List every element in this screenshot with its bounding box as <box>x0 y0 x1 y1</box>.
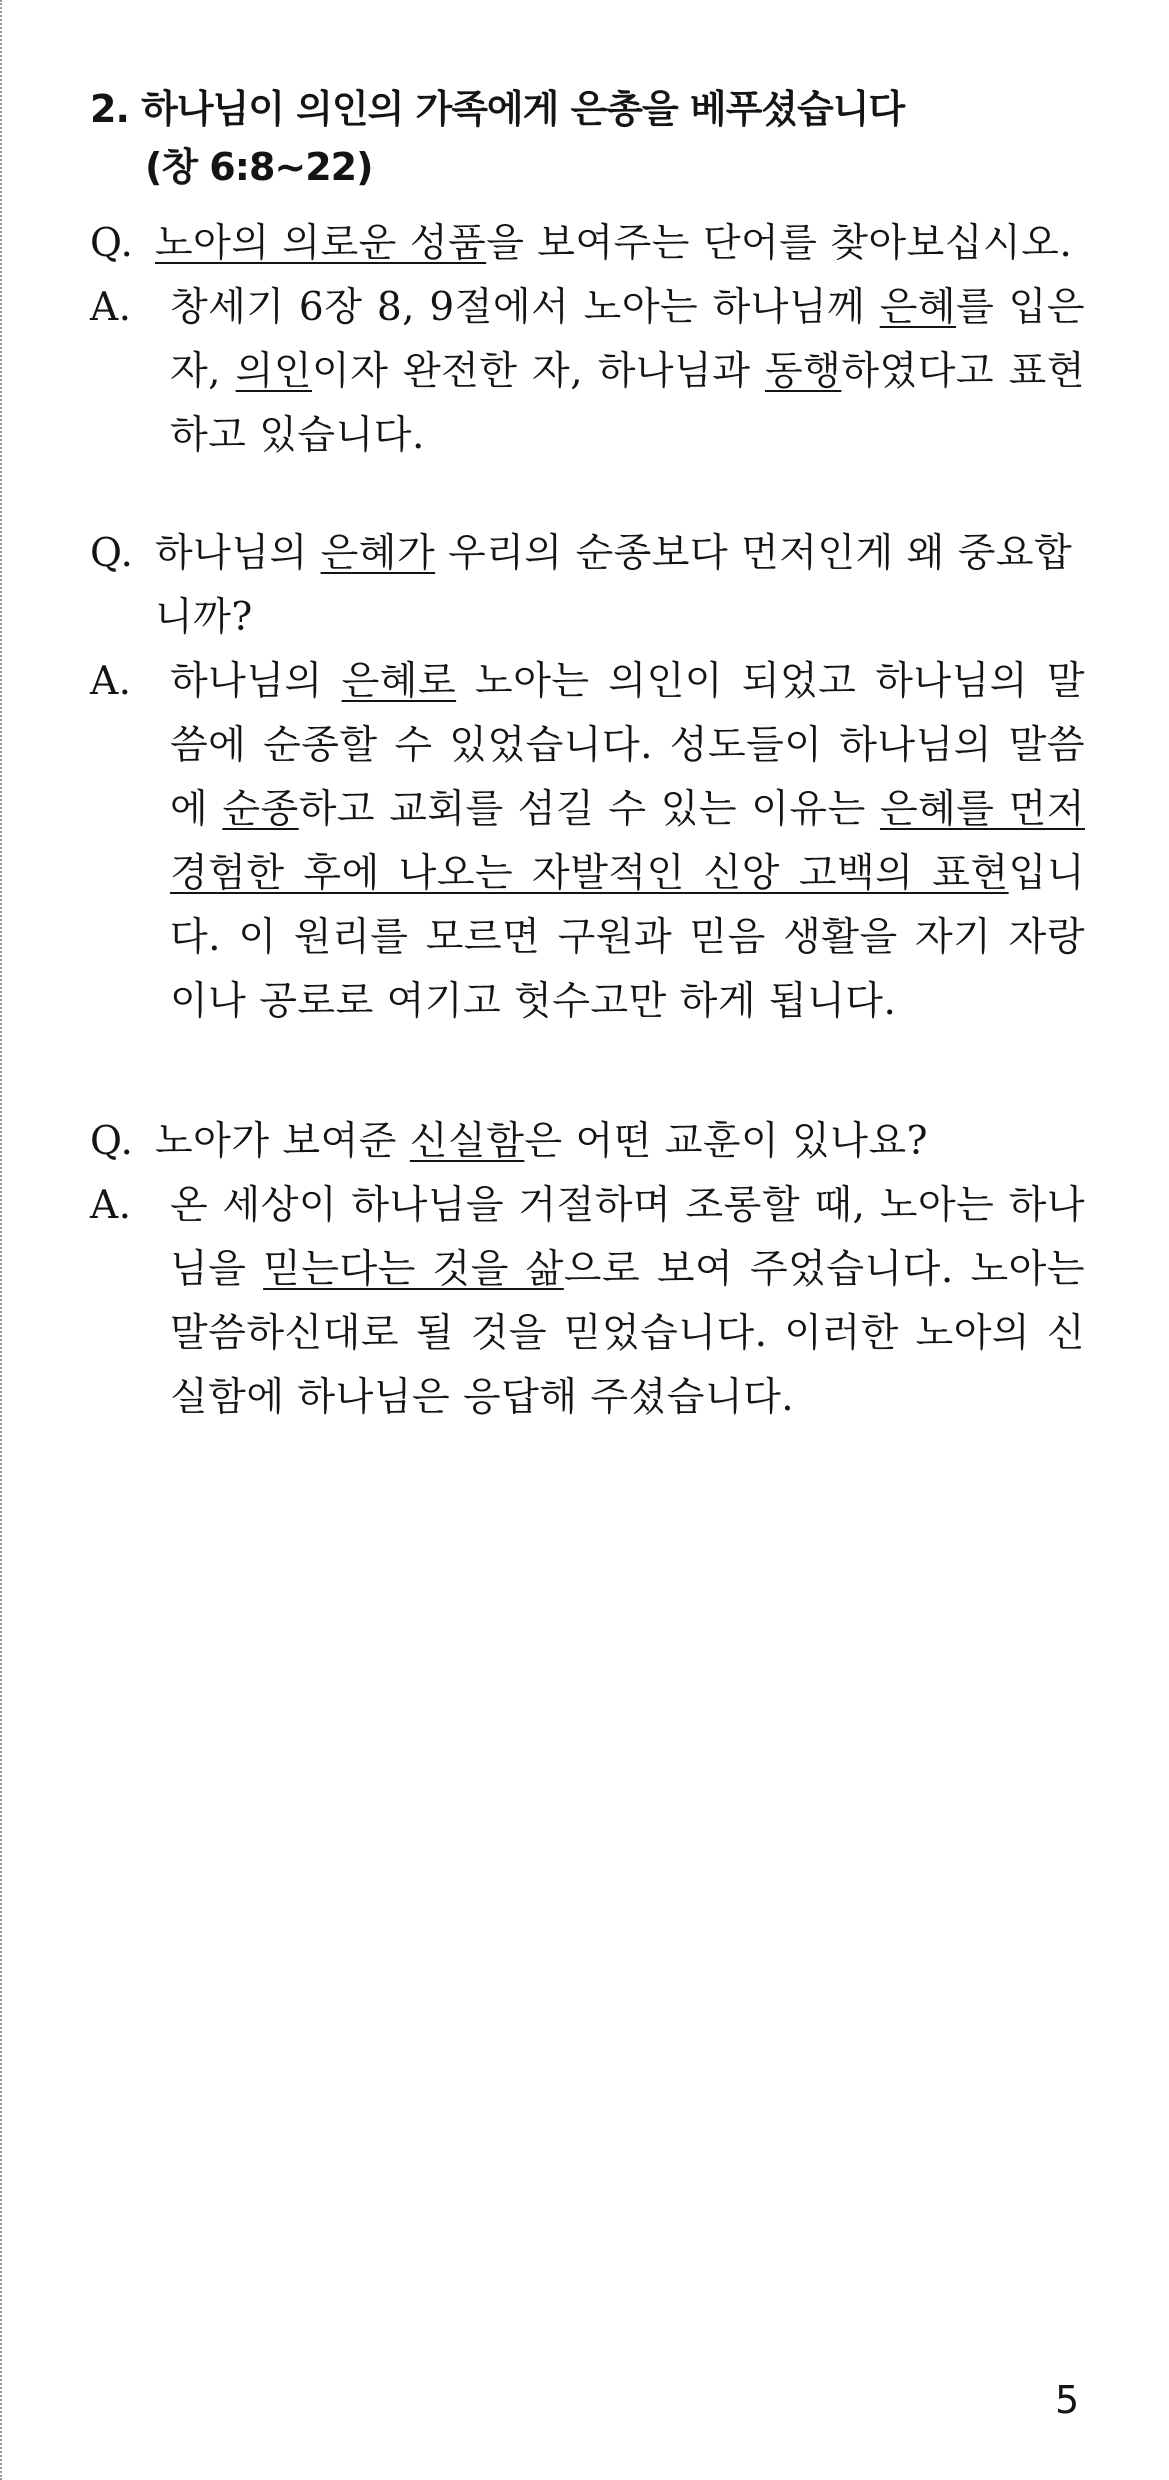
answer-label: A. <box>90 1183 132 1228</box>
answer-text: 노아는 의인이 되었고 하나님의 말씀에 순종할 수 있었습니다. 성도들이 하나님의 말씀에 <box>170 659 1086 832</box>
qa-block-3 <box>90 1110 1085 1430</box>
answer-text: 입니다. 이 원리를 모르면 구원과 믿음 생활을 자기 자랑이나 공로로 여기고 헛수고만 하게 됩니다. <box>170 851 1085 1024</box>
answer-underlined-text: 은혜를 먼저 경험한 후에 나오는 자발적인 신앙 고백의 표현 <box>170 787 1085 896</box>
question-text: 을 보여주는 단어를 찾아보십시오. <box>486 221 1073 266</box>
question-underlined-text: 은혜가 <box>320 531 436 576</box>
answer-text: 하고 교회를 섬길 수 있는 이유는 <box>298 787 880 832</box>
question-text: 우리의 순종보다 먼저인게 왜 중요합니까? <box>155 531 1073 640</box>
answer-text: 온 세상이 하나님을 거절하며 조롱할 때, 노아는 하나님을 <box>170 1183 1085 1292</box>
question-text: 하나님의 <box>155 531 321 576</box>
answer-text: 창세기 6장 8, 9절에서 노아는 하나님께 <box>170 285 880 330</box>
answer-underlined-text: 순종 <box>222 787 299 832</box>
answer-underlined-text: 믿는다는 것을 삶 <box>263 1247 564 1292</box>
question-label: Q. <box>90 221 134 266</box>
qa-block-2 <box>90 522 1085 1034</box>
section-title-line1: 2. 하나님이 의인의 가족에게 은총을 베푸셨습니다 <box>90 87 905 131</box>
question-label: Q. <box>90 531 134 576</box>
answer-underlined-text: 은혜로 <box>341 659 457 704</box>
section-title <box>90 80 1085 196</box>
question-2 <box>90 522 1085 650</box>
answer-text: 하였다고 표현하고 있습니다. <box>170 349 1085 458</box>
answer-2 <box>90 650 1085 1034</box>
question-text: 은 어떤 교훈이 있나요? <box>524 1119 929 1164</box>
left-margin-dotted-rule <box>0 0 4 2480</box>
answer-text: 하나님의 <box>170 659 342 704</box>
answer-underlined-text: 동행 <box>765 349 842 394</box>
answer-3 <box>90 1174 1085 1430</box>
question-text: 노아가 보여준 <box>155 1119 410 1164</box>
answer-underlined-text: 의인 <box>235 349 313 394</box>
answer-1 <box>90 276 1085 468</box>
qa-block-1 <box>90 212 1085 468</box>
question-1 <box>90 212 1085 276</box>
answer-label: A. <box>90 659 132 704</box>
question-label: Q. <box>90 1119 134 1164</box>
answer-label: A. <box>90 285 132 330</box>
answer-text: 이자 완전한 자, 하나님과 <box>312 349 765 394</box>
section-title-scripture-ref: (창 6:8~22) <box>145 145 373 189</box>
answer-underlined-text: 은혜 <box>879 285 957 330</box>
page-number: 5 <box>1055 2378 1080 2422</box>
question-underlined-text: 노아의 의로운 성품 <box>155 221 487 266</box>
answer-text: 으로 보여 주었습니다. 노아는 말씀하신대로 될 것을 믿었습니다. 이러한 노아의 신실함에 하나님은 응답해 주셨습니다. <box>170 1247 1085 1420</box>
answer-text: 를 입은 자, <box>170 285 1086 394</box>
question-underlined-text: 신실함 <box>409 1119 525 1164</box>
question-3 <box>90 1110 1085 1174</box>
